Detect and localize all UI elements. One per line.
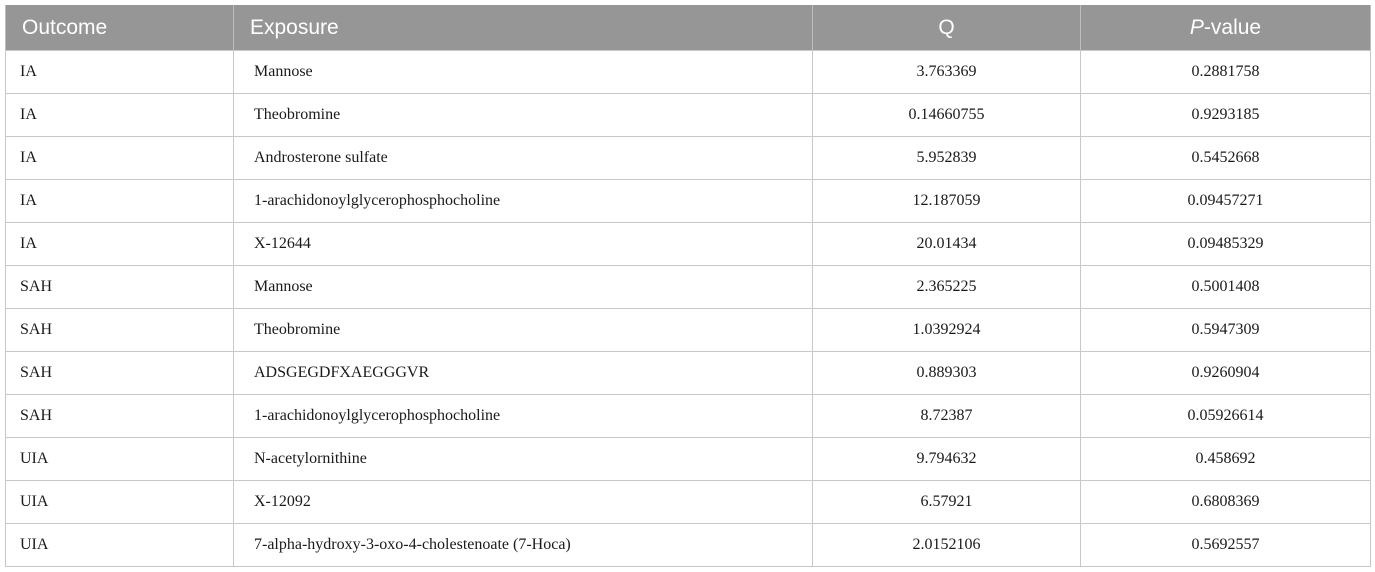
results-table: [5, 5, 1371, 567]
cell-exposure: Mannose: [234, 51, 813, 94]
cell-q: 8.72387: [813, 395, 1081, 438]
table-body: [6, 51, 1371, 567]
cell-exposure: Theobromine: [234, 94, 813, 137]
header-p-suffix: -value: [1203, 15, 1262, 39]
cell-exposure: 1-arachidonoylglycerophosphocholine: [234, 180, 813, 223]
cell-outcome: UIA: [6, 438, 234, 481]
cell-exposure: Mannose: [234, 266, 813, 309]
cell-q: 1.0392924: [813, 309, 1081, 352]
cell-p-value: 0.458692: [1081, 438, 1371, 481]
header-p-italic: P: [1189, 15, 1204, 39]
cell-p-value: 0.09485329: [1081, 223, 1371, 266]
cell-q: 5.952839: [813, 137, 1081, 180]
cell-outcome: UIA: [6, 524, 234, 567]
cell-q: 9.794632: [813, 438, 1081, 481]
header-row: [6, 5, 1371, 51]
table-row: [6, 395, 1371, 438]
table-row: [6, 438, 1371, 481]
cell-q: 2.365225: [813, 266, 1081, 309]
header-exposure: Exposure: [234, 5, 813, 51]
cell-exposure: X-12644: [234, 223, 813, 266]
cell-outcome: SAH: [6, 266, 234, 309]
table-row: [6, 481, 1371, 524]
cell-q: 12.187059: [813, 180, 1081, 223]
cell-q: 2.0152106: [813, 524, 1081, 567]
cell-outcome: IA: [6, 223, 234, 266]
cell-p-value: 0.5947309: [1081, 309, 1371, 352]
header-q: Q: [813, 5, 1081, 51]
table-row: [6, 94, 1371, 137]
cell-exposure: N-acetylornithine: [234, 438, 813, 481]
cell-outcome: IA: [6, 180, 234, 223]
table-row: [6, 524, 1371, 567]
table-row: [6, 137, 1371, 180]
cell-q: 20.01434: [813, 223, 1081, 266]
cell-outcome: IA: [6, 94, 234, 137]
cell-outcome: SAH: [6, 395, 234, 438]
cell-p-value: 0.6808369: [1081, 481, 1371, 524]
cell-outcome: IA: [6, 137, 234, 180]
cell-exposure: Androsterone sulfate: [234, 137, 813, 180]
table-row: [6, 266, 1371, 309]
cell-p-value: 0.5692557: [1081, 524, 1371, 567]
cell-q: 0.14660755: [813, 94, 1081, 137]
table-row: [6, 180, 1371, 223]
cell-p-value: 0.05926614: [1081, 395, 1371, 438]
cell-exposure: ADSGEGDFXAEGGGVR: [234, 352, 813, 395]
cell-outcome: SAH: [6, 352, 234, 395]
cell-outcome: UIA: [6, 481, 234, 524]
cell-q: 0.889303: [813, 352, 1081, 395]
cell-exposure: 7-alpha-hydroxy-3-oxo-4-cholestenoate (7-Hoca): [234, 524, 813, 567]
header-outcome: Outcome: [6, 5, 234, 51]
cell-outcome: IA: [6, 51, 234, 94]
cell-outcome: SAH: [6, 309, 234, 352]
cell-p-value: 0.5001408: [1081, 266, 1371, 309]
cell-p-value: 0.9260904: [1081, 352, 1371, 395]
cell-q: 3.763369: [813, 51, 1081, 94]
header-p-value: [1081, 5, 1371, 51]
cell-q: 6.57921: [813, 481, 1081, 524]
table-row: [6, 309, 1371, 352]
cell-exposure: X-12092: [234, 481, 813, 524]
cell-p-value: 0.09457271: [1081, 180, 1371, 223]
cell-exposure: 1-arachidonoylglycerophosphocholine: [234, 395, 813, 438]
table-row: [6, 223, 1371, 266]
cell-p-value: 0.2881758: [1081, 51, 1371, 94]
table-row: [6, 352, 1371, 395]
cell-p-value: 0.9293185: [1081, 94, 1371, 137]
cell-p-value: 0.5452668: [1081, 137, 1371, 180]
cell-exposure: Theobromine: [234, 309, 813, 352]
table-row: [6, 51, 1371, 94]
table-header: [6, 5, 1371, 51]
